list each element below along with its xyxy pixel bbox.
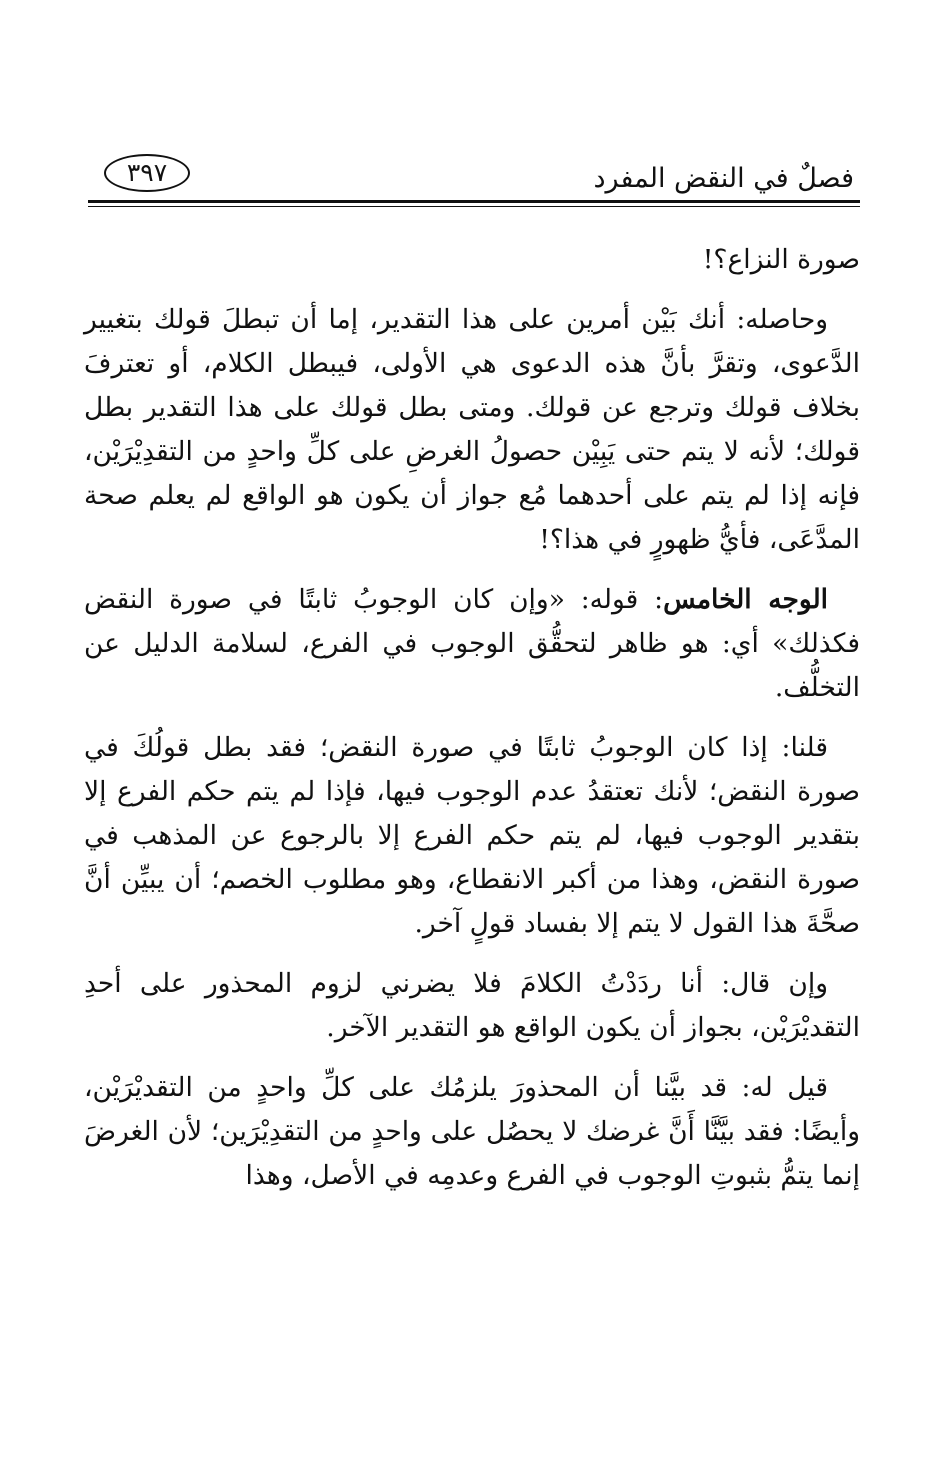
paragraph-1 [84, 238, 860, 282]
page-header [88, 150, 860, 200]
page-number: ٣٩٧ [104, 154, 190, 192]
paragraph-text: وإن قال: أنا ردَدْتُ الكلامَ فلا يضرني لزوم المحذور على أحدِ التقديْرَيْن، بجواز أن يكون الواقع هو التقدير الآخر. [84, 968, 860, 1043]
paragraph-6 [84, 1066, 860, 1198]
paragraph-text: قيل له: قد بيَّنا أن المحذورَ يلزمُك على كلِّ واحدٍ من التقديْرَيْن، وأيضًا: فقد بيَّنَّا أَنَّ غرضك لا يحصُل على واحدٍ من التقدِيْرَين؛ لأن الغرضَ إنما يتمُّ بثبوتِ الوجوب في الفرع وعدمِه في الأصل، وهذا [84, 1072, 860, 1191]
paragraph-text: صورة النزاع؟! [702, 244, 860, 275]
paragraph-4 [84, 726, 860, 946]
paragraph-5 [84, 962, 860, 1050]
body-text [84, 238, 860, 1214]
paragraph-text: وحاصله: أنك بَيْن أمرين على هذا التقدير، إما أن تبطلَ قولك بتغيير الدَّعوى، وتقرَّ بأنَّ هذه الدعوى هي الأولى، فيبطل الكلام، أو تعترفَ بخلاف قولك وترجع عن قولك. ومتى بطل قولك على هذا التقدير بطل قولك؛ لأنه لا يتم حتى يَبِيْن حصولُ الغرضِ على كلِّ واحدٍ من التقدِيْرَيْن، فإنه إذا لم يتم على أحدهما مُع جواز أن يكون هو الواقع لم يعلم صحة المدَّعَى، فأيُّ ظهورٍ في هذا؟! [84, 304, 860, 555]
running-title: فصلٌ في النقض المفرد [593, 163, 854, 194]
paragraph-text: قلنا: إذا كان الوجوبُ ثابتًا في صورة النقض؛ فقد بطل قولُكَ في صورة النقض؛ لأنك تعتقدُ عدم الوجوب فيها، فإذا لم يتم حكم الفرع إلا بتقدير الوجوب فيها، لم يتم حكم الفرع إلا بالرجوع عن المذهب في صورة النقض، وهذا من أكبر الانقطاع، وهو مطلوب الخصم؛ أن يبيِّن أنَّ صحَّةَ هذا القول لا يتم إلا بفساد قولٍ آخر. [84, 732, 860, 939]
paragraph-2 [84, 298, 860, 562]
header-rule-thin [88, 206, 860, 207]
paragraph-text: : قوله: «وإن كان الوجوبُ ثابتًا في صورة النقض فكذلك» أي: هو ظاهر لتحقُّق الوجوب في الفرع، لسلامة الدليل عن التخلُّف. [84, 584, 860, 703]
paragraph-3 [84, 578, 860, 710]
section-lead: الوجه الخامس [663, 584, 829, 615]
header-rule-thick [88, 200, 860, 203]
